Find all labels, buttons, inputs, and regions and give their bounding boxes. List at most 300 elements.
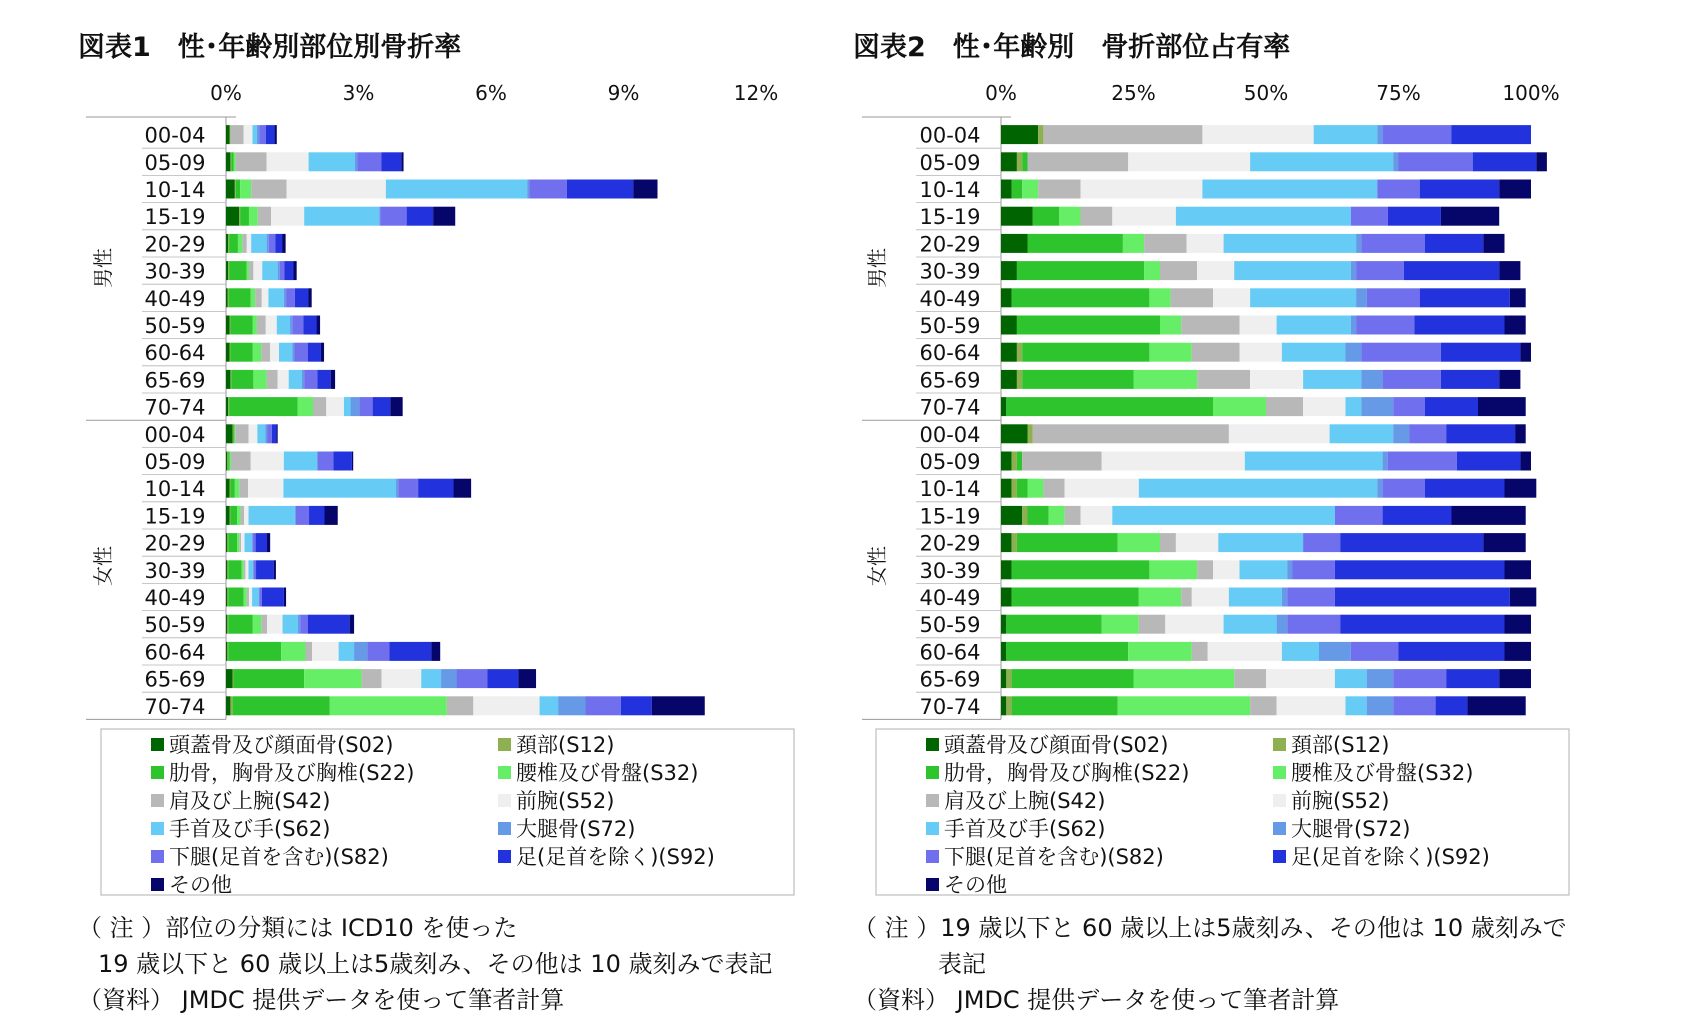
bar-segment-s12 — [1017, 370, 1022, 389]
category-label: 10-14 — [919, 477, 981, 502]
bar-segment-s52 — [1208, 642, 1282, 661]
bar-segment-s72 — [292, 343, 294, 362]
bar-segment-s92 — [256, 533, 267, 552]
bar-segment-s22 — [1012, 288, 1150, 307]
bar-segment-s62 — [1282, 343, 1346, 362]
bar-segment-s72 — [295, 506, 296, 525]
bar-segment-s32 — [1213, 397, 1266, 416]
chart1-group-male: 男性 — [91, 248, 115, 288]
bar-segment-s82 — [318, 452, 333, 471]
bar-segment-other — [1505, 316, 1526, 335]
chart2-title: 図表2 性･年齢別 骨折部位占有率 — [853, 32, 1291, 63]
bar-segment-s42 — [1197, 370, 1250, 389]
bar-segment-s22 — [1012, 669, 1134, 688]
bar-segment-s22 — [1006, 615, 1101, 634]
chart2-group-female: 女性 — [865, 546, 889, 586]
category-label: 60-64 — [144, 341, 206, 366]
bar-segment-s62 — [279, 343, 292, 362]
bar-segment-s42 — [1038, 180, 1080, 199]
x-tick-label: 50% — [1243, 81, 1289, 105]
bar-segment-s92 — [1473, 152, 1537, 171]
bar-segment-s42 — [255, 288, 262, 307]
bar-segment-s02 — [226, 533, 227, 552]
bar-segment-s72 — [257, 125, 259, 144]
bar-segment-s72 — [1393, 424, 1409, 443]
bar-segment-s92 — [1420, 180, 1500, 199]
bar-segment-s52 — [1266, 669, 1335, 688]
bar-segment-s82 — [398, 479, 418, 498]
bar-segment-s12 — [230, 125, 231, 144]
note-left-1: （ 注 ）部位の分類には ICD10 を使った — [78, 914, 518, 942]
x-tick-label: 75% — [1376, 81, 1421, 105]
bar-segment-s02 — [226, 152, 230, 171]
bar-segment-s52 — [1240, 343, 1282, 362]
bar-segment-s62 — [249, 506, 295, 525]
bar-segment-s92 — [308, 343, 321, 362]
bar-segment-s62 — [289, 370, 302, 389]
bar-segment-s22 — [1022, 343, 1149, 362]
bar-segment-s02 — [226, 588, 227, 607]
bar-segment-s12 — [233, 424, 234, 443]
bar-segment-s82 — [1383, 370, 1441, 389]
bar-segment-s52 — [1102, 452, 1245, 471]
chart2-x-axis — [985, 81, 1559, 105]
bar-segment-s52 — [244, 506, 248, 525]
bar-segment-s32 — [253, 343, 262, 362]
bar-segment-s72 — [355, 152, 357, 171]
bar-segment-s12 — [230, 506, 231, 525]
bar-segment-s62 — [284, 452, 317, 471]
bar-segment-s32 — [281, 642, 305, 661]
category-label: 70-74 — [919, 694, 981, 719]
bar-segment-s02 — [1001, 642, 1006, 661]
bar-segment-s82 — [1303, 533, 1340, 552]
bar-segment-s82 — [357, 152, 381, 171]
category-label: 15-19 — [919, 504, 981, 529]
bar-segment-s92 — [1452, 125, 1532, 144]
bar-segment-s32 — [241, 560, 243, 579]
bar-segment-s92 — [418, 479, 453, 498]
bar-segment-s02 — [226, 506, 230, 525]
bar-segment-s42 — [1192, 343, 1240, 362]
category-label: 30-39 — [144, 558, 206, 583]
bar-segment-s92 — [284, 261, 293, 280]
bar-segment-s42 — [306, 642, 313, 661]
bar-segment-s32 — [1149, 343, 1191, 362]
bar-segment-s42 — [1043, 125, 1202, 144]
bar-segment-s82 — [1293, 560, 1335, 579]
bar-segment-s82 — [1287, 588, 1335, 607]
bar-segment-s82 — [1393, 696, 1435, 715]
bar-segment-s82 — [1388, 452, 1457, 471]
bar-segment-s02 — [226, 642, 227, 661]
category-label: 05-09 — [144, 450, 206, 474]
bar-segment-s42 — [1022, 452, 1101, 471]
bar-segment-s72 — [298, 615, 300, 634]
bar-segment-s72 — [317, 452, 318, 471]
bar-segment-s42 — [1139, 615, 1166, 634]
legend-swatch-s52 — [1273, 794, 1286, 807]
bar-segment-s02 — [1001, 696, 1006, 715]
bar-segment-s92 — [1441, 343, 1521, 362]
bar-segment-s22 — [1012, 180, 1023, 199]
bar-segment-s62 — [283, 615, 298, 634]
bar-segment-s22 — [229, 288, 251, 307]
chart2-legend — [926, 733, 1490, 897]
bar-segment-s12 — [233, 669, 234, 688]
bar-segment-s02 — [1001, 261, 1017, 280]
bar-segment-s32 — [244, 588, 247, 607]
bar-segment-s32 — [238, 234, 242, 253]
bar-segment-s92 — [621, 696, 652, 715]
bar-segment-s52 — [1112, 207, 1176, 226]
bar-segment-s22 — [228, 615, 252, 634]
bar-segment-s42 — [267, 370, 278, 389]
category-label: 70-74 — [919, 395, 981, 420]
bar-segment-other — [401, 152, 403, 171]
bar-segment-s82 — [367, 642, 389, 661]
bar-segment-s42 — [313, 397, 326, 416]
category-label: 65-69 — [919, 667, 981, 692]
bar-segment-s42 — [239, 533, 241, 552]
category-label: 60-64 — [919, 640, 981, 665]
bar-segment-other — [352, 452, 353, 471]
bar-segment-s32 — [1134, 669, 1235, 688]
bar-segment-s22 — [1012, 588, 1139, 607]
legend-swatch-s62 — [926, 822, 939, 835]
bar-segment-s42 — [258, 207, 271, 226]
bar-segment-s52 — [1128, 152, 1250, 171]
legend-swatch-s52 — [498, 794, 511, 807]
bar-segment-s62 — [540, 696, 559, 715]
bar-segment-s52 — [266, 316, 277, 335]
bar-segment-other — [518, 669, 536, 688]
legend-swatch-other — [151, 878, 164, 891]
bar-segment-s72 — [1351, 261, 1356, 280]
bar-segment-s62 — [1240, 560, 1288, 579]
bar-segment-s02 — [1001, 424, 1028, 443]
note-right-2: 表記 — [938, 950, 986, 978]
category-label: 00-04 — [144, 422, 206, 447]
category-label: 15-19 — [919, 205, 981, 230]
bar-segment-s92 — [373, 397, 391, 416]
bar-segment-s22 — [230, 506, 237, 525]
bar-segment-s72 — [1356, 234, 1361, 253]
bar-segment-s12 — [230, 696, 232, 715]
bar-segment-s52 — [270, 343, 279, 362]
legend-label-s12: 頚部(S12) — [516, 733, 615, 757]
bar-segment-s12 — [227, 615, 228, 634]
bar-segment-s52 — [271, 207, 304, 226]
legend-swatch-other — [926, 878, 939, 891]
bar-segment-other — [453, 479, 471, 498]
legend-swatch-s42 — [926, 794, 939, 807]
bar-segment-s12 — [230, 152, 231, 171]
category-label: 60-64 — [919, 341, 981, 366]
legend-swatch-s22 — [151, 766, 164, 779]
bar-segment-s22 — [233, 696, 330, 715]
bar-segment-other — [282, 234, 286, 253]
bar-segment-s02 — [226, 696, 230, 715]
legend-label-s82: 下腿(足首を含む)(S82) — [169, 845, 389, 869]
bar-segment-s72 — [1277, 615, 1288, 634]
category-label: 15-19 — [144, 504, 206, 529]
bar-segment-s42 — [1171, 288, 1213, 307]
bar-segment-other — [1505, 479, 1537, 498]
bar-segment-s92 — [272, 424, 276, 443]
bar-segment-s82 — [1351, 642, 1399, 661]
bar-segment-s72 — [284, 288, 286, 307]
bar-segment-s82 — [1335, 506, 1383, 525]
bar-segment-s12 — [1012, 479, 1017, 498]
category-label: 65-69 — [919, 368, 981, 393]
bar-segment-s52 — [1081, 180, 1203, 199]
bar-segment-s22 — [240, 207, 249, 226]
category-label: 05-09 — [919, 450, 981, 474]
bar-segment-s62 — [251, 234, 266, 253]
legend-label-s02: 頭蓋骨及び顔面骨(S02) — [169, 733, 394, 757]
bar-segment-s02 — [226, 424, 233, 443]
bar-segment-s02 — [226, 615, 227, 634]
bar-segment-s52 — [249, 424, 258, 443]
bar-segment-s62 — [1282, 642, 1319, 661]
bar-segment-s72 — [351, 397, 360, 416]
note-left-3: （資料） JMDC 提供データを使って筆者計算 — [78, 986, 565, 1014]
bar-segment-other — [1520, 343, 1531, 362]
bar-segment-s82 — [1361, 343, 1441, 362]
bar-segment-s12 — [1028, 424, 1033, 443]
bar-segment-s62 — [1176, 207, 1351, 226]
bar-segment-s52 — [278, 370, 289, 389]
bar-segment-s02 — [226, 669, 233, 688]
bar-segment-s92 — [407, 207, 434, 226]
category-label: 20-29 — [144, 531, 206, 556]
bar-segment-s22 — [1017, 479, 1028, 498]
bar-segment-s42 — [1065, 506, 1081, 525]
category-label: 30-39 — [144, 259, 206, 284]
bar-segment-other — [317, 316, 321, 335]
bar-segment-other — [331, 370, 335, 389]
bar-segment-s42 — [230, 125, 243, 144]
bar-segment-s62 — [339, 642, 354, 661]
bar-segment-s52 — [249, 588, 252, 607]
category-label: 20-29 — [919, 531, 981, 556]
bar-segment-s52 — [267, 615, 282, 634]
bar-segment-s02 — [1001, 397, 1006, 416]
bar-segment-s62 — [1330, 424, 1394, 443]
bar-segment-s82 — [380, 207, 407, 226]
bar-segment-s02 — [1001, 125, 1038, 144]
bar-segment-s12 — [235, 180, 236, 199]
bar-segment-s32 — [1022, 180, 1038, 199]
category-label: 50-59 — [144, 613, 206, 638]
bar-segment-s32 — [230, 452, 231, 471]
bar-segment-s82 — [1393, 397, 1425, 416]
bar-segment-s02 — [226, 560, 227, 579]
bar-segment-s32 — [1128, 642, 1192, 661]
bar-segment-s52 — [253, 261, 262, 280]
legend-swatch-s72 — [1273, 822, 1286, 835]
x-tick-label: 3% — [342, 81, 375, 105]
category-label: 40-49 — [144, 286, 206, 311]
bar-segment-s72 — [1287, 560, 1292, 579]
bar-segment-other — [308, 288, 312, 307]
category-label: 65-69 — [144, 368, 206, 393]
category-label: 00-04 — [919, 123, 981, 148]
bar-segment-s12 — [230, 343, 231, 362]
bar-segment-s52 — [381, 669, 421, 688]
bar-segment-other — [433, 207, 455, 226]
bar-segment-s22 — [1028, 506, 1049, 525]
bar-segment-s62 — [1224, 234, 1357, 253]
bar-segment-s32 — [1123, 234, 1144, 253]
category-label: 10-14 — [919, 178, 981, 202]
bar-segment-s62 — [1250, 288, 1356, 307]
bar-segment-s02 — [1001, 669, 1006, 688]
category-label: 40-49 — [919, 286, 981, 311]
category-label: 50-59 — [919, 613, 981, 638]
legend-label-s22: 肋骨，胸骨及び胸椎(S22) — [944, 761, 1190, 785]
bar-segment-s22 — [1006, 397, 1213, 416]
category-label: 70-74 — [144, 694, 206, 719]
bar-segment-s12 — [230, 370, 231, 389]
bar-segment-s82 — [1356, 316, 1414, 335]
bar-segment-s02 — [226, 452, 227, 471]
category-label: 15-19 — [144, 205, 206, 230]
bar-segment-other — [1515, 424, 1526, 443]
legend-swatch-s92 — [498, 850, 511, 863]
bar-segment-s52 — [247, 234, 251, 253]
bar-segment-s92 — [1425, 234, 1483, 253]
bar-segment-other — [1467, 696, 1525, 715]
bar-segment-s92 — [567, 180, 633, 199]
bar-segment-s82 — [260, 588, 262, 607]
chart1-category-labels — [144, 124, 205, 719]
bar-segment-other — [324, 506, 337, 525]
bar-segment-s72 — [290, 316, 292, 335]
bar-segment-s02 — [1001, 316, 1017, 335]
bar-segment-s12 — [1017, 152, 1022, 171]
chart-fracture-rate — [78, 31, 794, 897]
bar-segment-s52 — [1229, 424, 1330, 443]
bar-segment-s62 — [268, 288, 283, 307]
legend-swatch-s82 — [151, 850, 164, 863]
bar-segment-s92 — [1335, 560, 1505, 579]
bar-segment-s32 — [253, 370, 266, 389]
bar-segment-s22 — [230, 316, 252, 335]
legend-label-s52: 前腕(S52) — [1291, 789, 1390, 813]
bar-segment-other — [1483, 234, 1504, 253]
bar-segment-s52 — [473, 696, 539, 715]
x-tick-label: 12% — [733, 81, 779, 105]
category-label: 40-49 — [919, 586, 981, 610]
bar-segment-s02 — [226, 343, 230, 362]
bar-segment-other — [1505, 642, 1532, 661]
bar-segment-s32 — [253, 316, 257, 335]
bar-segment-s52 — [1277, 696, 1346, 715]
bar-segment-s02 — [226, 479, 230, 498]
chart2-category-labels — [919, 124, 980, 719]
bar-segment-s72 — [259, 588, 260, 607]
category-label: 05-09 — [144, 150, 206, 175]
bar-segment-s52 — [1250, 370, 1303, 389]
bar-segment-s82 — [292, 316, 303, 335]
bar-segment-s52 — [1192, 588, 1229, 607]
bar-segment-s42 — [261, 343, 270, 362]
bar-segment-s52 — [1303, 397, 1345, 416]
bar-segment-s92 — [256, 560, 274, 579]
bar-segment-s02 — [1001, 533, 1012, 552]
bar-segment-s72 — [1282, 588, 1287, 607]
bar-segment-s92 — [1399, 642, 1505, 661]
bar-segment-s22 — [231, 370, 253, 389]
bar-segment-s02 — [226, 207, 239, 226]
bar-segment-s32 — [304, 669, 361, 688]
bar-segment-s62 — [1202, 180, 1377, 199]
bar-segment-s22 — [1012, 696, 1118, 715]
bar-segment-s12 — [227, 588, 228, 607]
legend-label-s02: 頭蓋骨及び顔面骨(S02) — [944, 733, 1169, 757]
bar-segment-s22 — [228, 452, 229, 471]
bar-segment-s12 — [1017, 343, 1022, 362]
bar-segment-s42 — [1028, 152, 1129, 171]
bar-segment-s72 — [265, 424, 267, 443]
bar-segment-s32 — [247, 261, 249, 280]
bar-segment-s62 — [1303, 370, 1361, 389]
bar-segment-s02 — [1001, 615, 1006, 634]
bar-segment-s72 — [253, 560, 254, 579]
bar-segment-s62 — [344, 397, 351, 416]
bar-segment-s52 — [1202, 125, 1313, 144]
bar-segment-s42 — [236, 152, 267, 171]
bar-segment-s72 — [558, 696, 585, 715]
bar-segment-s82 — [1367, 288, 1420, 307]
bar-segment-s92 — [1420, 288, 1510, 307]
legend-label-s32: 腰椎及び骨盤(S32) — [1291, 761, 1474, 785]
bar-segment-s32 — [1028, 479, 1044, 498]
x-tick-label: 0% — [210, 81, 242, 105]
bar-segment-s52 — [312, 642, 339, 661]
bar-segment-s42 — [1181, 316, 1239, 335]
bar-segment-s72 — [278, 261, 280, 280]
bar-segment-s62 — [252, 588, 259, 607]
bar-segment-s02 — [1001, 343, 1017, 362]
legend-swatch-s62 — [151, 822, 164, 835]
bar-segment-other — [1499, 261, 1520, 280]
bar-segment-s22 — [228, 642, 281, 661]
bar-segment-s32 — [1118, 696, 1251, 715]
bar-segment-s12 — [227, 452, 228, 471]
chart-fracture-share — [853, 31, 1569, 897]
legend-label-s22: 肋骨，胸骨及び胸椎(S22) — [169, 761, 415, 785]
chart1-legend — [151, 733, 715, 897]
bar-segment-s42 — [244, 560, 246, 579]
bar-segment-s42 — [251, 180, 286, 199]
bar-segment-s72 — [1356, 288, 1367, 307]
bar-segment-s92 — [1446, 424, 1515, 443]
bar-segment-other — [1520, 452, 1531, 471]
bar-segment-s12 — [1012, 533, 1017, 552]
legend-label-s82: 下腿(足首を含む)(S82) — [944, 845, 1164, 869]
bar-segment-s82 — [300, 615, 308, 634]
legend-label-s72: 大腿骨(S72) — [516, 817, 636, 841]
bar-segment-s82 — [253, 533, 256, 552]
bar-segment-s32 — [1149, 560, 1197, 579]
bar-segment-other — [1505, 615, 1532, 634]
bar-segment-s22 — [1006, 642, 1128, 661]
bar-segment-s62 — [257, 424, 265, 443]
bar-segment-s02 — [1001, 288, 1012, 307]
